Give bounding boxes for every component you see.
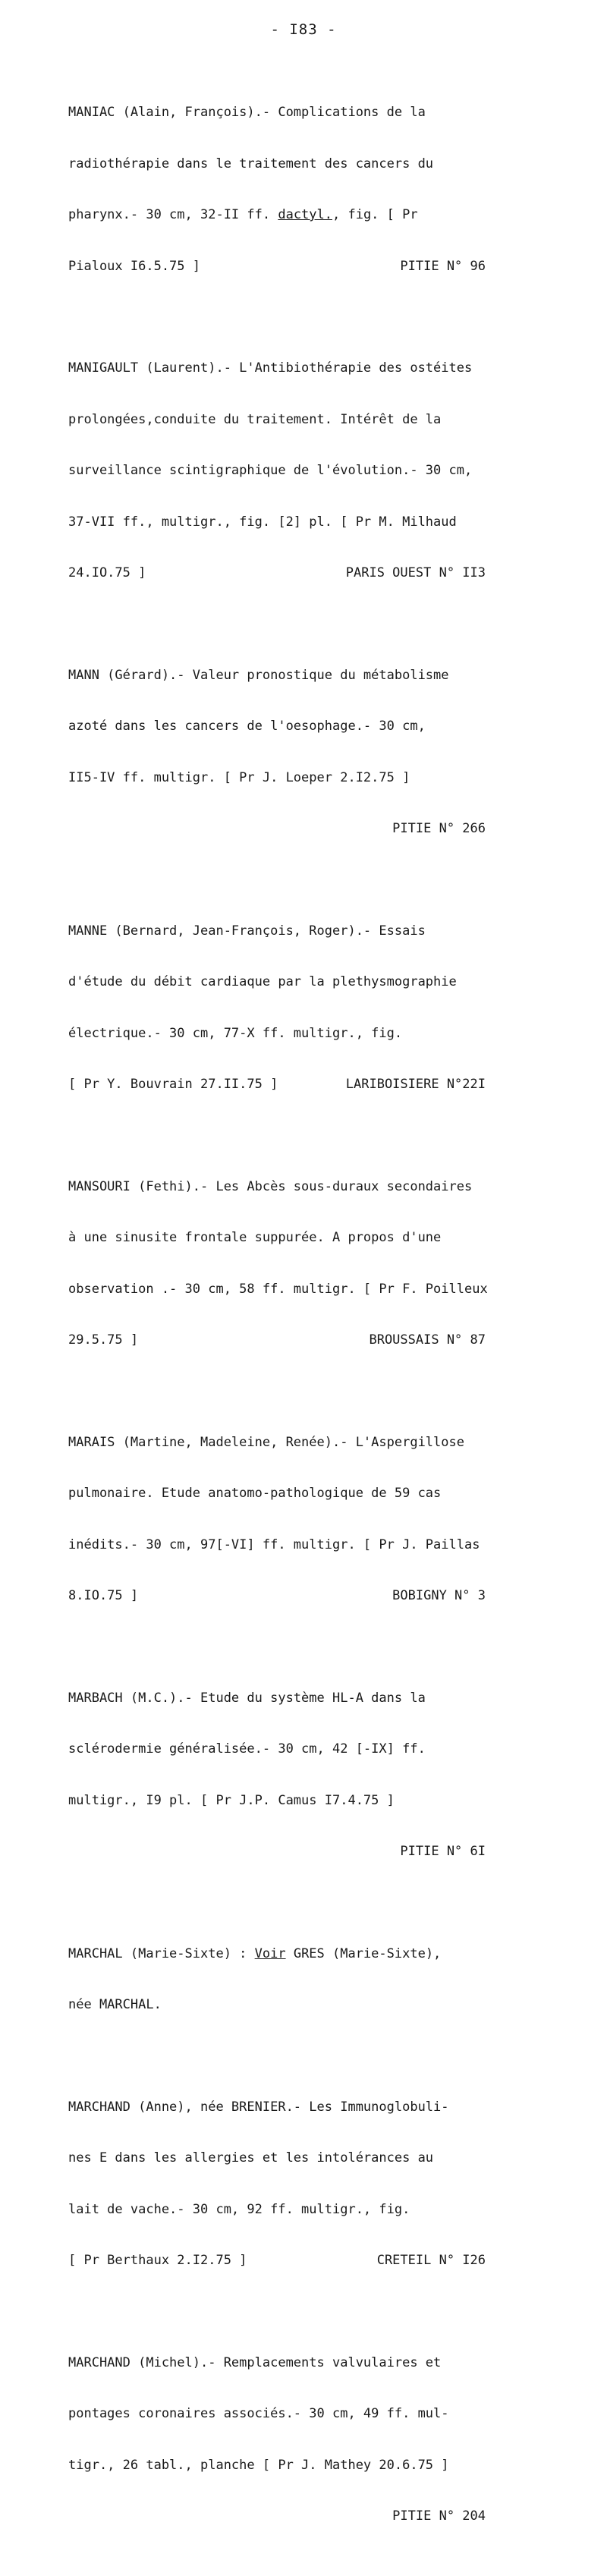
bibliography-entry: [68, 889, 501, 1128]
bibliography-list: [68, 70, 501, 2576]
entry-text-line: 8.IO.75 ]: [68, 1588, 139, 1603]
underlined-word: Voir: [254, 1945, 286, 1961]
entry-text-line: multigr., I9 pl. [ Pr J.P. Camus I7.4.75 ]: [68, 1792, 395, 1808]
entry-last-row: [68, 1587, 501, 1605]
entry-text-line: sclérodermie généralisée.- 30 cm, 42 [-IX] ff.: [68, 1741, 426, 1757]
entry-location: PITIE N° 96: [400, 258, 486, 274]
entry-last-row: [68, 258, 501, 275]
entry-text-line: MANN (Gérard).- Valeur pronostique du métabolisme: [68, 667, 449, 683]
entry-text-line: observation .- 30 cm, 58 ff. multigr. [ Pr F. Poilleux: [68, 1281, 488, 1297]
entry-text-line: nes E dans les allergies et les intolérances au: [68, 2150, 434, 2166]
entry-text-line: MARCHAL (Marie-Sixte) : Voir GRES (Marie-Sixte),: [68, 1945, 442, 1961]
entry-text-line: MARCHAND (Michel).- Remplacements valvulaires et: [68, 2354, 442, 2370]
bibliography-entry: [68, 1144, 501, 1383]
entry-location: PITIE N° 6I: [400, 1844, 486, 1859]
entry-text-line: MANSOURI (Fethi).- Les Abcès sous-duraux secondaires: [68, 1178, 473, 1194]
entry-text-line: II5-IV ff. multigr. [ Pr J. Loeper 2.I2.75 ]: [68, 769, 410, 785]
entry-text-line: MANNE (Bernard, Jean-François, Roger).- Essais: [68, 923, 426, 939]
entry-text-line: électrique.- 30 cm, 77-X ff. multigr., fig.: [68, 1025, 403, 1041]
entry-text-line: née MARCHAL.: [68, 1997, 162, 2012]
entry-text-line: pulmonaire. Etude anatomo-pathologique de 59 cas: [68, 1486, 442, 1501]
entry-text-line: MANIAC (Alain, François).- Complications de la: [68, 105, 426, 120]
entry-last-row: [68, 565, 501, 582]
entry-location: PITIE N° 266: [392, 821, 486, 836]
entry-location: BROUSSAIS N° 87: [369, 1332, 486, 1348]
bibliography-entry: [68, 326, 501, 616]
entry-text-line: azoté dans les cancers de l'oesophage.- 30 cm,: [68, 719, 426, 734]
entry-text-line: tigr., 26 tabl., planche [ Pr J. Mathey 20.6.75 ]: [68, 2457, 449, 2473]
entry-text-line: 37-VII ff., multigr., fig. [2] pl. [ Pr M. Milhaud: [68, 514, 457, 530]
entry-text-line: inédits.- 30 cm, 97[-VI] ff. multigr. [ Pr J. Paillas: [68, 1536, 480, 1552]
bibliography-entry: [68, 70, 501, 309]
entry-text-line: 24.IO.75 ]: [68, 565, 146, 580]
entry-text-line: pontages coronaires associés.- 30 cm, 49 ff. mul-: [68, 2406, 449, 2421]
entry-text-line: prolongées,conduite du traitement. Intérêt de la: [68, 411, 442, 427]
entry-last-row: [68, 1076, 501, 1093]
entry-text-line: [ Pr Berthaux 2.I2.75 ]: [68, 2253, 247, 2268]
entry-text-line: pharynx.- 30 cm, 32-II ff. dactyl., fig. [ Pr: [68, 207, 418, 222]
entry-last-row: [68, 1332, 501, 1349]
entry-text-line: surveillance scintigraphique de l'évolution.- 30 cm,: [68, 463, 473, 478]
page-number: - I83 -: [270, 21, 337, 38]
bibliography-entry: [68, 1911, 501, 2048]
entry-text-line: à une sinusite frontale suppurée. A propos d'une: [68, 1230, 442, 1245]
entry-text-line: Pialoux I6.5.75 ]: [68, 258, 200, 274]
bibliography-entry: [68, 633, 501, 872]
bibliography-entry: [68, 1400, 501, 1639]
entry-location: CRETEIL N° I26: [376, 2253, 486, 2268]
bibliography-entry: [68, 1656, 501, 1895]
entry-text-line: MARBACH (M.C.).- Etude du système HL-A dans la: [68, 1690, 426, 1706]
entry-last-row: [68, 2252, 501, 2269]
entry-text-line: 29.5.75 ]: [68, 1332, 139, 1348]
entry-location: LARIBOISIERE N°22I: [345, 1077, 486, 1092]
bibliography-entry: [68, 2065, 501, 2304]
entry-text-line: lait de vache.- 30 cm, 92 ff. multigr., fig.: [68, 2201, 410, 2217]
entry-location: PITIE N° 204: [392, 2508, 486, 2524]
entry-text-line: MARCHAND (Anne), née BRENIER.- Les Immunoglobuli-: [68, 2099, 449, 2115]
entry-text-line: MANIGAULT (Laurent).- L'Antibiothérapie des ostéites: [68, 360, 473, 376]
entry-text-line: [ Pr Y. Bouvrain 27.II.75 ]: [68, 1077, 278, 1092]
bibliography-entry: [68, 2320, 501, 2559]
entry-location: BOBIGNY N° 3: [392, 1588, 486, 1603]
entry-location: PARIS OUEST N° II3: [345, 565, 486, 580]
entry-text-line: radiothérapie dans le traitement des cancers du: [68, 156, 434, 171]
underlined-word: dactyl.: [278, 207, 332, 222]
entry-text-line: MARAIS (Martine, Madeleine, Renée).- L'Aspergillose: [68, 1434, 464, 1450]
entry-text-line: d'étude du débit cardiaque par la plethysmographie: [68, 974, 457, 989]
